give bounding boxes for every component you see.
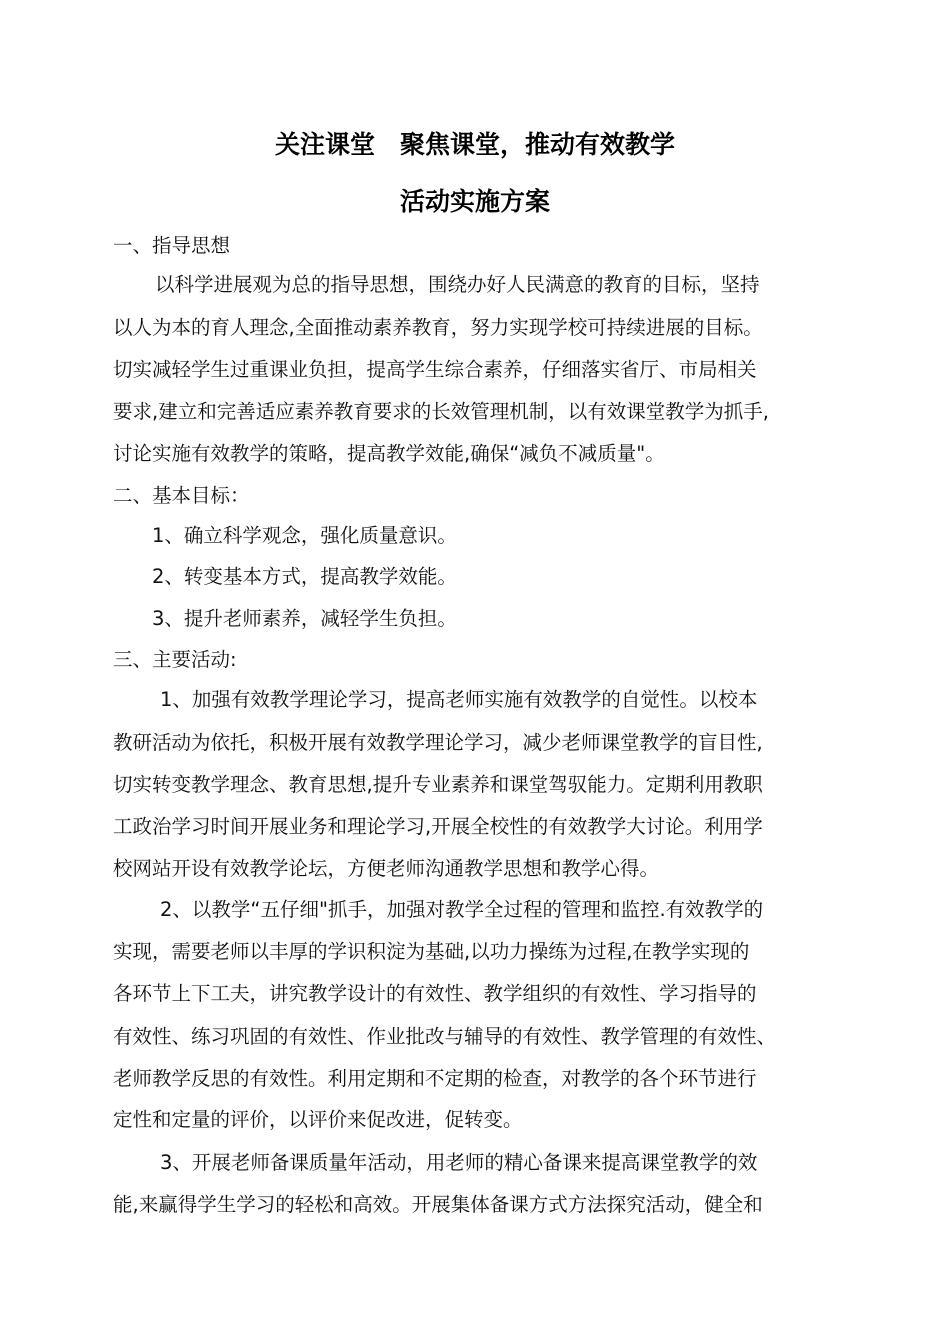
paragraph-line: 老师教学反思的有效性。利用定期和不定期的检查，对教学的各个环节进行 [113, 1067, 757, 1090]
paragraph-line: 工政治学习时间开展业务和理论学习,开展全校性的有效教学大讨论。利用学 [113, 815, 763, 838]
section-heading-basic-goals: 二、基本目标： [113, 484, 250, 507]
paragraph-line: 各环节上下工夫，讲究教学设计的有效性、教学组织的有效性、学习指导的 [113, 982, 757, 1005]
paragraph-line: 1、加强有效教学理论学习，提高老师实施有效教学的自觉性。以校本 [160, 688, 758, 711]
paragraph-line: 3、开展老师备课质量年活动，用老师的精心备课来提高课堂教学的效 [160, 1151, 758, 1174]
paragraph-line: 2、以教学“五仔细"抓手，加强对教学全过程的管理和监控.有效教学的 [160, 898, 764, 921]
paragraph-line: 讨论实施有效教学的策略，提高教学效能,确保“减负不减质量"。 [113, 442, 665, 465]
paragraph-line: 教研活动为依托，积极开展有效教学理论学习，减少老师课堂教学的盲目性, [113, 731, 763, 754]
list-item: 2、转变基本方式，提高教学效能。 [152, 565, 457, 588]
section-heading-guiding-thought: 一、指导思想 [113, 234, 231, 257]
list-item: 3、提升老师素养，减轻学生负担。 [152, 607, 457, 630]
paragraph-line: 要求,建立和完善适应素养教育要求的长效管理机制，以有效课堂教学为抓手, [113, 400, 769, 423]
paragraph-line: 校网站开设有效教学论坛，方便老师沟通教学思想和教学心得。 [113, 857, 660, 880]
paragraph-line: 定性和定量的评价，以评价来促改进，促转变。 [113, 1108, 523, 1131]
document-title: 关注课堂 聚焦课堂，推动有效教学 [274, 130, 675, 159]
document-subtitle: 活动实施方案 [399, 187, 550, 216]
paragraph-line: 实现，需要老师以丰厚的学识积淀为基础,以功力操练为过程,在教学实现的 [113, 940, 750, 963]
paragraph-line: 以科学进展观为总的指导思想，围绕办好人民满意的教育的目标，坚持 [155, 273, 760, 296]
paragraph-line: 能,来赢得学生学习的轻松和高效。开展集体备课方式方法探究活动，健全和 [113, 1193, 763, 1216]
paragraph-line: 以人为本的育人理念,全面推动素养教育，努力实现学校可持续进展的目标。 [113, 316, 763, 339]
paragraph-line: 切实转变教学理念、教育思想,提升专业素养和课堂驾驭能力。定期利用教职 [113, 773, 763, 796]
paragraph-line: 切实减轻学生过重课业负担，提高学生综合素养，仔细落实省厅、市局相关 [113, 358, 757, 381]
paragraph-line: 有效性、练习巩固的有效性、作业批改与辅导的有效性、教学管理的有效性、 [113, 1025, 777, 1048]
section-heading-main-activities: 三、主要活动: [113, 648, 237, 671]
list-item: 1、确立科学观念，强化质量意识。 [152, 524, 457, 547]
